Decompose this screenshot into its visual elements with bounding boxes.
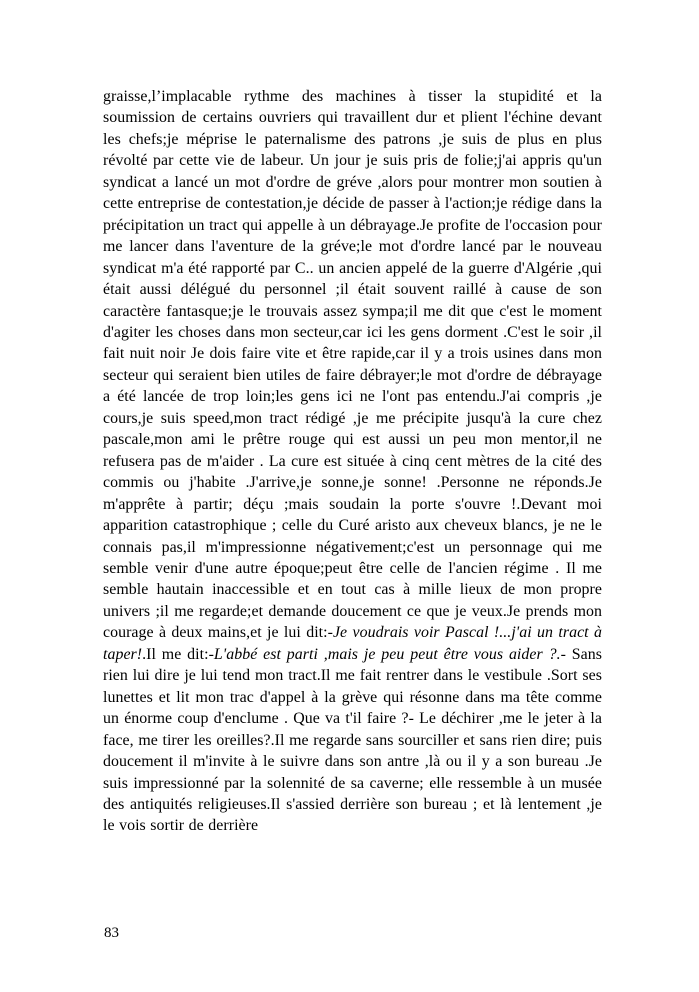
body-segment-3: Sans rien lui dire je lui tend mon tract.Il me fait rentrer dans le vestibule .Sort ses lunettes et lit mon trac d'appel à la grève qui résonne dans ma tête comme un énorme coup d'enclume . Que va t'il faire ?- Le déchirer ,me le jeter à la face, me tirer les oreilles?.Il me regarde sans sourciller et sans rien dire; puis doucement il m'invite à le suivre dans son antre ,là ou il y a son bureau .Je suis impressionné par la solennité de sa caverne; elle ressemble à un musée des antiquités religieuses.Il s'assied derrière son bureau ; et là lentement ,je le vois sortir de derrière xyxy=(103,645,602,835)
body-segment-1: graisse,l’implacable rythme des machines à tisser la stupidité et la soumission de certains ouvriers qui travaillent dur et plient l'échine devant les chefs;je méprise le paternalisme des patrons ,je suis de plus en plus révolté par cette vie de labeur. Un jour je suis pris de folie;j'ai appris qu'un syndicat a lancé un mot d'ordre de gréve ,alors pour montrer mon soutien à cette entreprise de contestation,je décide de passer à l'action;je rédige dans la précipitation un tract qui appelle à un débrayage.Je profite de l'occasion pour me lancer dans l'aventure de la gréve;le mot d'ordre lancé par le nouveau syndicat m'a été rapporté par C.. un ancien appelé de la guerre d'Algérie ,qui était aussi délégué du personnel ;il était souvent raillé à cause de son caractère fantasque;je le trouvais assez sympa;il me dit que c'est le moment d'agiter les choses dans mon secteur,car ici les gens dorment .C'est le soir ,il fait nuit noir Je dois faire vite et être rapide,car il y a trois usines dans mon secteur qui seraient bien utiles de faire débrayer;le mot d'ordre de débrayage a été lancée de trop loin;les gens ici ne l'ont pas entendu.J'ai compris ,je cours,je suis speed,mon tract rédigé ,je me précipite jusqu'à la cure chez pascale,mon ami le prêtre rouge qui est aussi un peu mon mentor,il ne refusera pas de m'aider . La cure est située à cinq cent mètres de la cité des commis ou j'habite .J'arrive,je sonne,je sonne! .Personne ne réponds.Je m'apprête à partir; déçu ;mais soudain la porte s'ouvre !.Devant moi apparition catastrophique ; celle du Curé aristo aux cheveux blancs, je ne le connais pas,il m'impressionne négativement;c'est un personnage qui me semble venir d'une autre époque;peut être celle de l'ancien régime . Il me semble hautain inaccessible et en tout cas à mille lieux de mon propre univers ;il me regarde;et demande doucement ce que je veux.Je prends mon courage à deux mains,et je lui dit: xyxy=(103,88,602,642)
body-segment-2: .Il me dit: xyxy=(142,645,209,663)
page-number: 83 xyxy=(104,925,119,941)
quote-narrator: -Je voudrais voir Pascal !...j'ai un tract à taper! xyxy=(103,624,602,663)
quote-priest: -L'abbé est parti ,mais je peu peut être vous aider ?.- xyxy=(208,645,566,663)
body-text xyxy=(103,86,602,837)
